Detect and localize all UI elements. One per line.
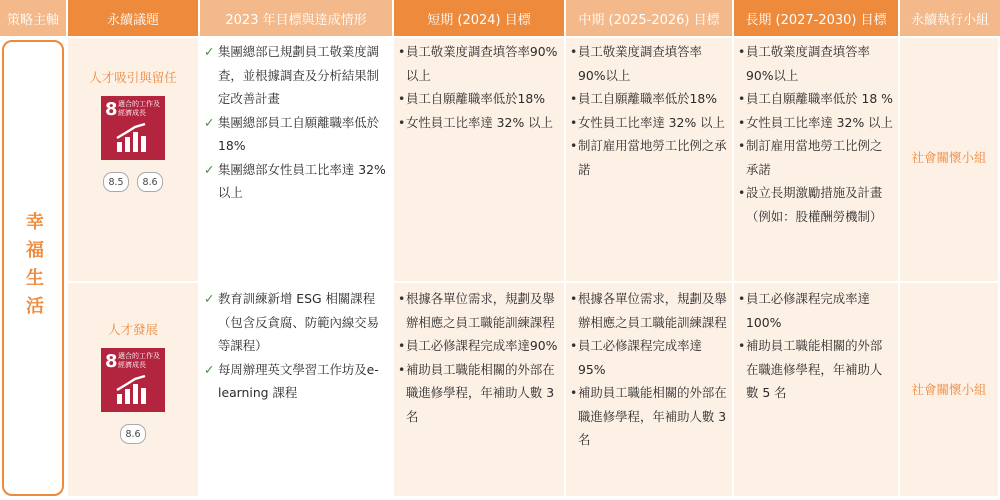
bullet-icon: • <box>398 114 406 130</box>
list-item: • 員工敬業度調查填答率90%以上 <box>738 40 894 87</box>
header-topic: 永續議題 <box>68 0 198 36</box>
status-2023-cell <box>204 287 388 405</box>
col-divider <box>564 38 566 496</box>
sdg-targets <box>120 424 146 444</box>
list-item: • 補助員工職能相關的外部在職進修學程，年補助人數 3 名 <box>398 358 560 429</box>
pillar-label: 幸福生活 <box>23 212 44 324</box>
list-item: • 女性員工比率達 32% 以上 <box>570 111 728 135</box>
list-item: • 制訂雇用當地勞工比例之承諾 <box>738 134 894 181</box>
col-divider <box>392 38 394 496</box>
list-item: • 員工自願離職率低於18% <box>570 87 728 111</box>
header-strategy: 策略主軸 <box>0 0 66 36</box>
sdg-number: 8 <box>105 351 118 372</box>
list-item: ✓ 集團總部女性員工比率達 32%以上 <box>204 158 388 205</box>
bullet-icon: • <box>738 338 746 353</box>
execution-group: 社會關懷小組 <box>911 150 987 165</box>
col-divider <box>898 38 900 496</box>
bullet-icon: • <box>398 338 406 353</box>
bullet-icon: • <box>738 44 746 59</box>
topic-title: 人才吸引與留任 <box>89 70 177 85</box>
bullet-icon: • <box>738 114 746 130</box>
list-item: • 員工必修課程完成率達95% <box>570 334 728 381</box>
strategy-pillar <box>2 40 64 496</box>
bullet-icon: • <box>570 91 578 106</box>
bullet-icon: • <box>738 185 746 200</box>
topic-block-2 <box>68 320 198 444</box>
list-item: • 女性員工比率達 32% 以上 <box>398 111 560 135</box>
long-term-cell <box>738 287 894 405</box>
bullet-icon: • <box>398 91 406 106</box>
bullet-icon: • <box>570 338 578 353</box>
sdg-badge <box>101 96 165 160</box>
sdg-targets <box>103 172 163 192</box>
bullet-icon: • <box>570 291 578 306</box>
growth-chart-icon <box>115 374 151 406</box>
list-item: • 員工必修課程完成率達100% <box>738 287 894 334</box>
short-term-cell <box>398 287 560 428</box>
list-item: ✓ 集團總部已規劃員工敬業度調查，並根據調查及分析結果制定改善計畫 <box>204 40 388 111</box>
list-item: ✓ 教育訓練新增 ESG 相關課程（包含反貪腐、防範內線交易等課程） <box>204 287 388 358</box>
list-item: • 女性員工比率達 32% 以上 <box>738 111 894 135</box>
bullet-icon: • <box>398 361 406 377</box>
list-item: ✓ 集團總部員工自願離職率低於18% <box>204 111 388 158</box>
list-item: • 補助員工職能相關的外部在職進修學程，年補助人數 3 名 <box>570 381 728 452</box>
check-icon: ✓ <box>204 361 215 377</box>
list-item: • 員工必修課程完成率達90% <box>398 334 560 358</box>
bullet-icon: • <box>738 138 746 153</box>
list-item: ✓ 每周辦理英文學習工作坊及e-learning 課程 <box>204 358 388 405</box>
long-term-cell <box>738 40 894 228</box>
sdg-title: 適合的工作及經濟成長 <box>118 100 160 117</box>
header-mid: 中期 (2025-2026) 目標 <box>566 0 732 36</box>
topic-title: 人才發展 <box>107 322 158 337</box>
mid-term-cell <box>570 287 728 452</box>
header-2023: 2023 年目標與達成情形 <box>200 0 392 36</box>
growth-chart-icon <box>115 122 151 154</box>
check-icon: ✓ <box>204 44 215 59</box>
list-item: • 員工敬業度調查填答率90%以上 <box>570 40 728 87</box>
check-icon: ✓ <box>204 291 215 306</box>
list-item: • 員工自願離職率低於18% <box>398 87 560 111</box>
header-short: 短期 (2024) 目標 <box>394 0 564 36</box>
bullet-icon: • <box>570 44 578 59</box>
list-item: • 員工敬業度調查填答率90%以上 <box>398 40 560 87</box>
check-icon: ✓ <box>204 114 215 130</box>
list-item: • 制訂雇用當地勞工比例之承諾 <box>570 134 728 181</box>
list-item: • 根據各單位需求，規劃及舉辦相應之員工職能訓練課程 <box>570 287 728 334</box>
bullet-icon: • <box>570 385 578 400</box>
sdg-target: 8.5 <box>103 172 129 192</box>
execution-group: 社會關懷小組 <box>911 382 987 397</box>
status-2023-cell <box>204 40 388 205</box>
list-item: • 根據各單位需求，規劃及舉辦相應之員工職能訓練課程 <box>398 287 560 334</box>
bullet-icon: • <box>738 91 746 106</box>
mid-term-cell <box>570 40 728 181</box>
list-item: • 補助員工職能相關的外部在職進修學程，年補助人數 5 名 <box>738 334 894 405</box>
short-term-cell <box>398 40 560 134</box>
list-item: • 設立長期激勵措施及計畫（例如：股權酬勞機制） <box>738 181 894 228</box>
bullet-icon: • <box>398 291 406 306</box>
sdg-target: 8.6 <box>120 424 146 444</box>
list-item: • 員工自願離職率低於 18 % <box>738 87 894 111</box>
bullet-icon: • <box>570 138 578 153</box>
sdg-title: 適合的工作及經濟成長 <box>118 352 160 369</box>
check-icon: ✓ <box>204 161 215 177</box>
sdg-badge <box>101 348 165 412</box>
bullet-icon: • <box>398 44 406 59</box>
sdg-number: 8 <box>105 99 118 120</box>
header-group: 永續執行小組 <box>900 0 1000 36</box>
bullet-icon: • <box>570 114 578 130</box>
bullet-icon: • <box>738 291 746 306</box>
sdg-target: 8.6 <box>137 172 163 192</box>
topic-block-1 <box>68 68 198 192</box>
header-long: 長期 (2027-2030) 目標 <box>734 0 898 36</box>
col-divider <box>732 38 734 496</box>
